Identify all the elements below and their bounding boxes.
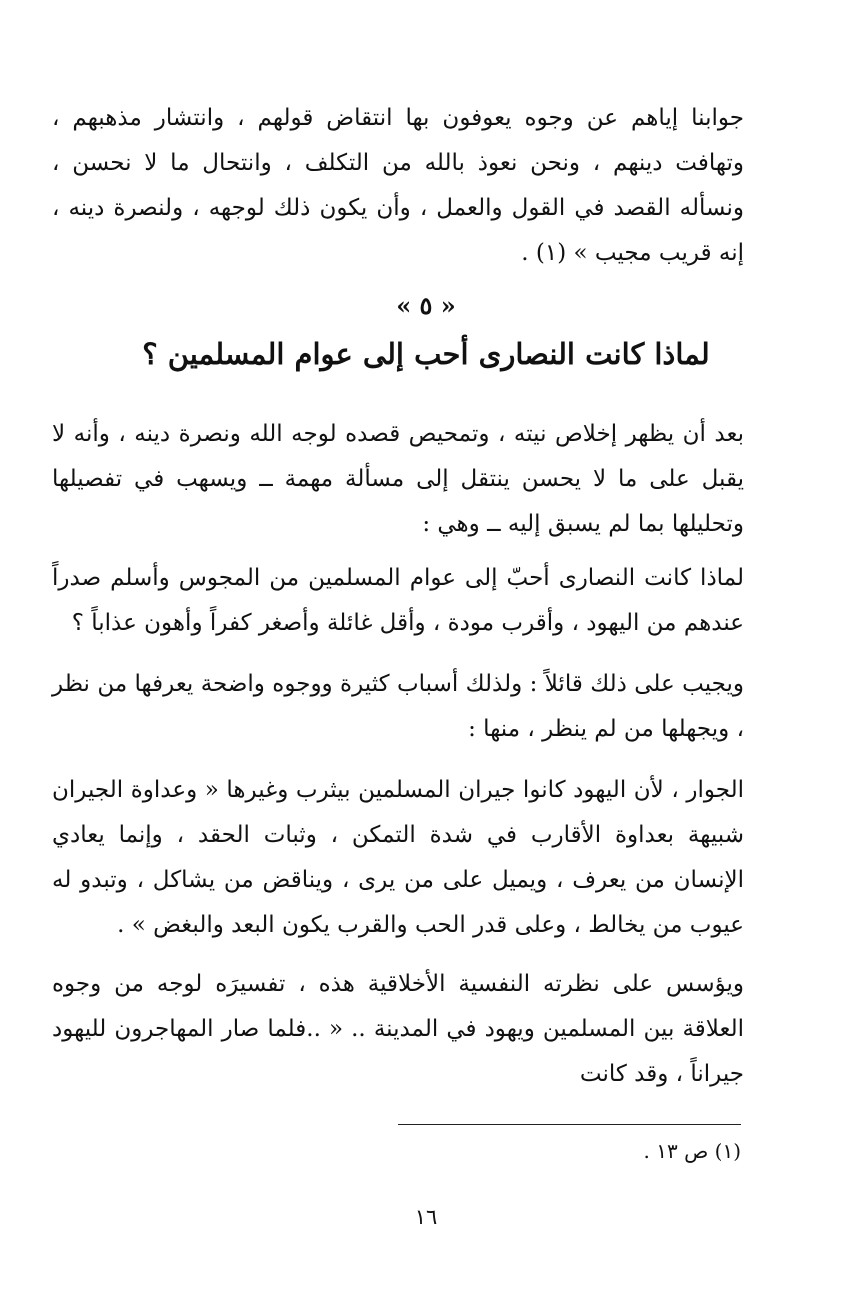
paragraph-introduction: بعد أن يظهر إخلاص نيته ، وتمحيص قصده لوجه الله ونصرة دينه ، وأنه لا يقبل على ما لا يحسن ينتقل إلى مسألة مهمة ــ ويسهب في تفصيلها وتحليلها بما لم يسبق إليه ــ وهي : [52, 421, 744, 537]
paragraph-neighborhood-reason: الجوار ، لأن اليهود كانوا جيران المسلمين بيثرب وغيرها « وعداوة الجيران شبيهة بعداوة الأقارب في شدة التمكن ، وثبات الحقد ، وإنما يعادي الإنسان من يعرف ، ويميل على من يرى ، ويناقض من يشاكل ، وتبدو له عيوب من يخالط ، وعلى قدر الحب والقرب يكون البعد والبغض » . [52, 777, 744, 938]
paragraph-question: لماذا كانت النصارى أحبّ إلى عوام المسلمين من المجوس وأسلم صدراً عندهم من اليهود ، وأقرب مودة ، وأقل غائلة وأصغر كفراً وأهون عذاباً ؟ [52, 565, 744, 636]
page-number: ١٦ [414, 1205, 438, 1229]
paragraph-opening-quote: جوابنا إياهم عن وجوه يعوفون بها انتقاض قولهم ، وانتشار مذهبهم ، وتهافت دينهم ، ونحن نعوذ بالله من التكلف ، وانتحال ما لا نحسن ، ونسأله القصد في القول والعمل ، وأن يكون ذلك لوجهه ، ولنصرة دينه ، إنه قريب مجيب » (١) . [52, 105, 744, 266]
section-number: « ٥ » [396, 291, 456, 320]
section-title: لماذا كانت النصارى أحب إلى عوام المسلمين ؟ [142, 337, 710, 371]
footnote-divider [398, 1124, 741, 1125]
paragraph-interpretation: ويؤسس على نظرته النفسية الأخلاقية هذه ، تفسيرَه لوجه من وجوه العلاقة بين المسلمين ويهود في المدينة .. « ..فلما صار المهاجرون لليهود جيراناً ، وقد كانت [52, 971, 744, 1087]
paragraph-answer-intro: ويجيب على ذلك قائلاً : ولذلك أسباب كثيرة ووجوه واضحة يعرفها من نظر ، ويجهلها من لم ينظر ، منها : [52, 671, 744, 742]
footnote: (١) ص ١٣ . [643, 1139, 741, 1163]
